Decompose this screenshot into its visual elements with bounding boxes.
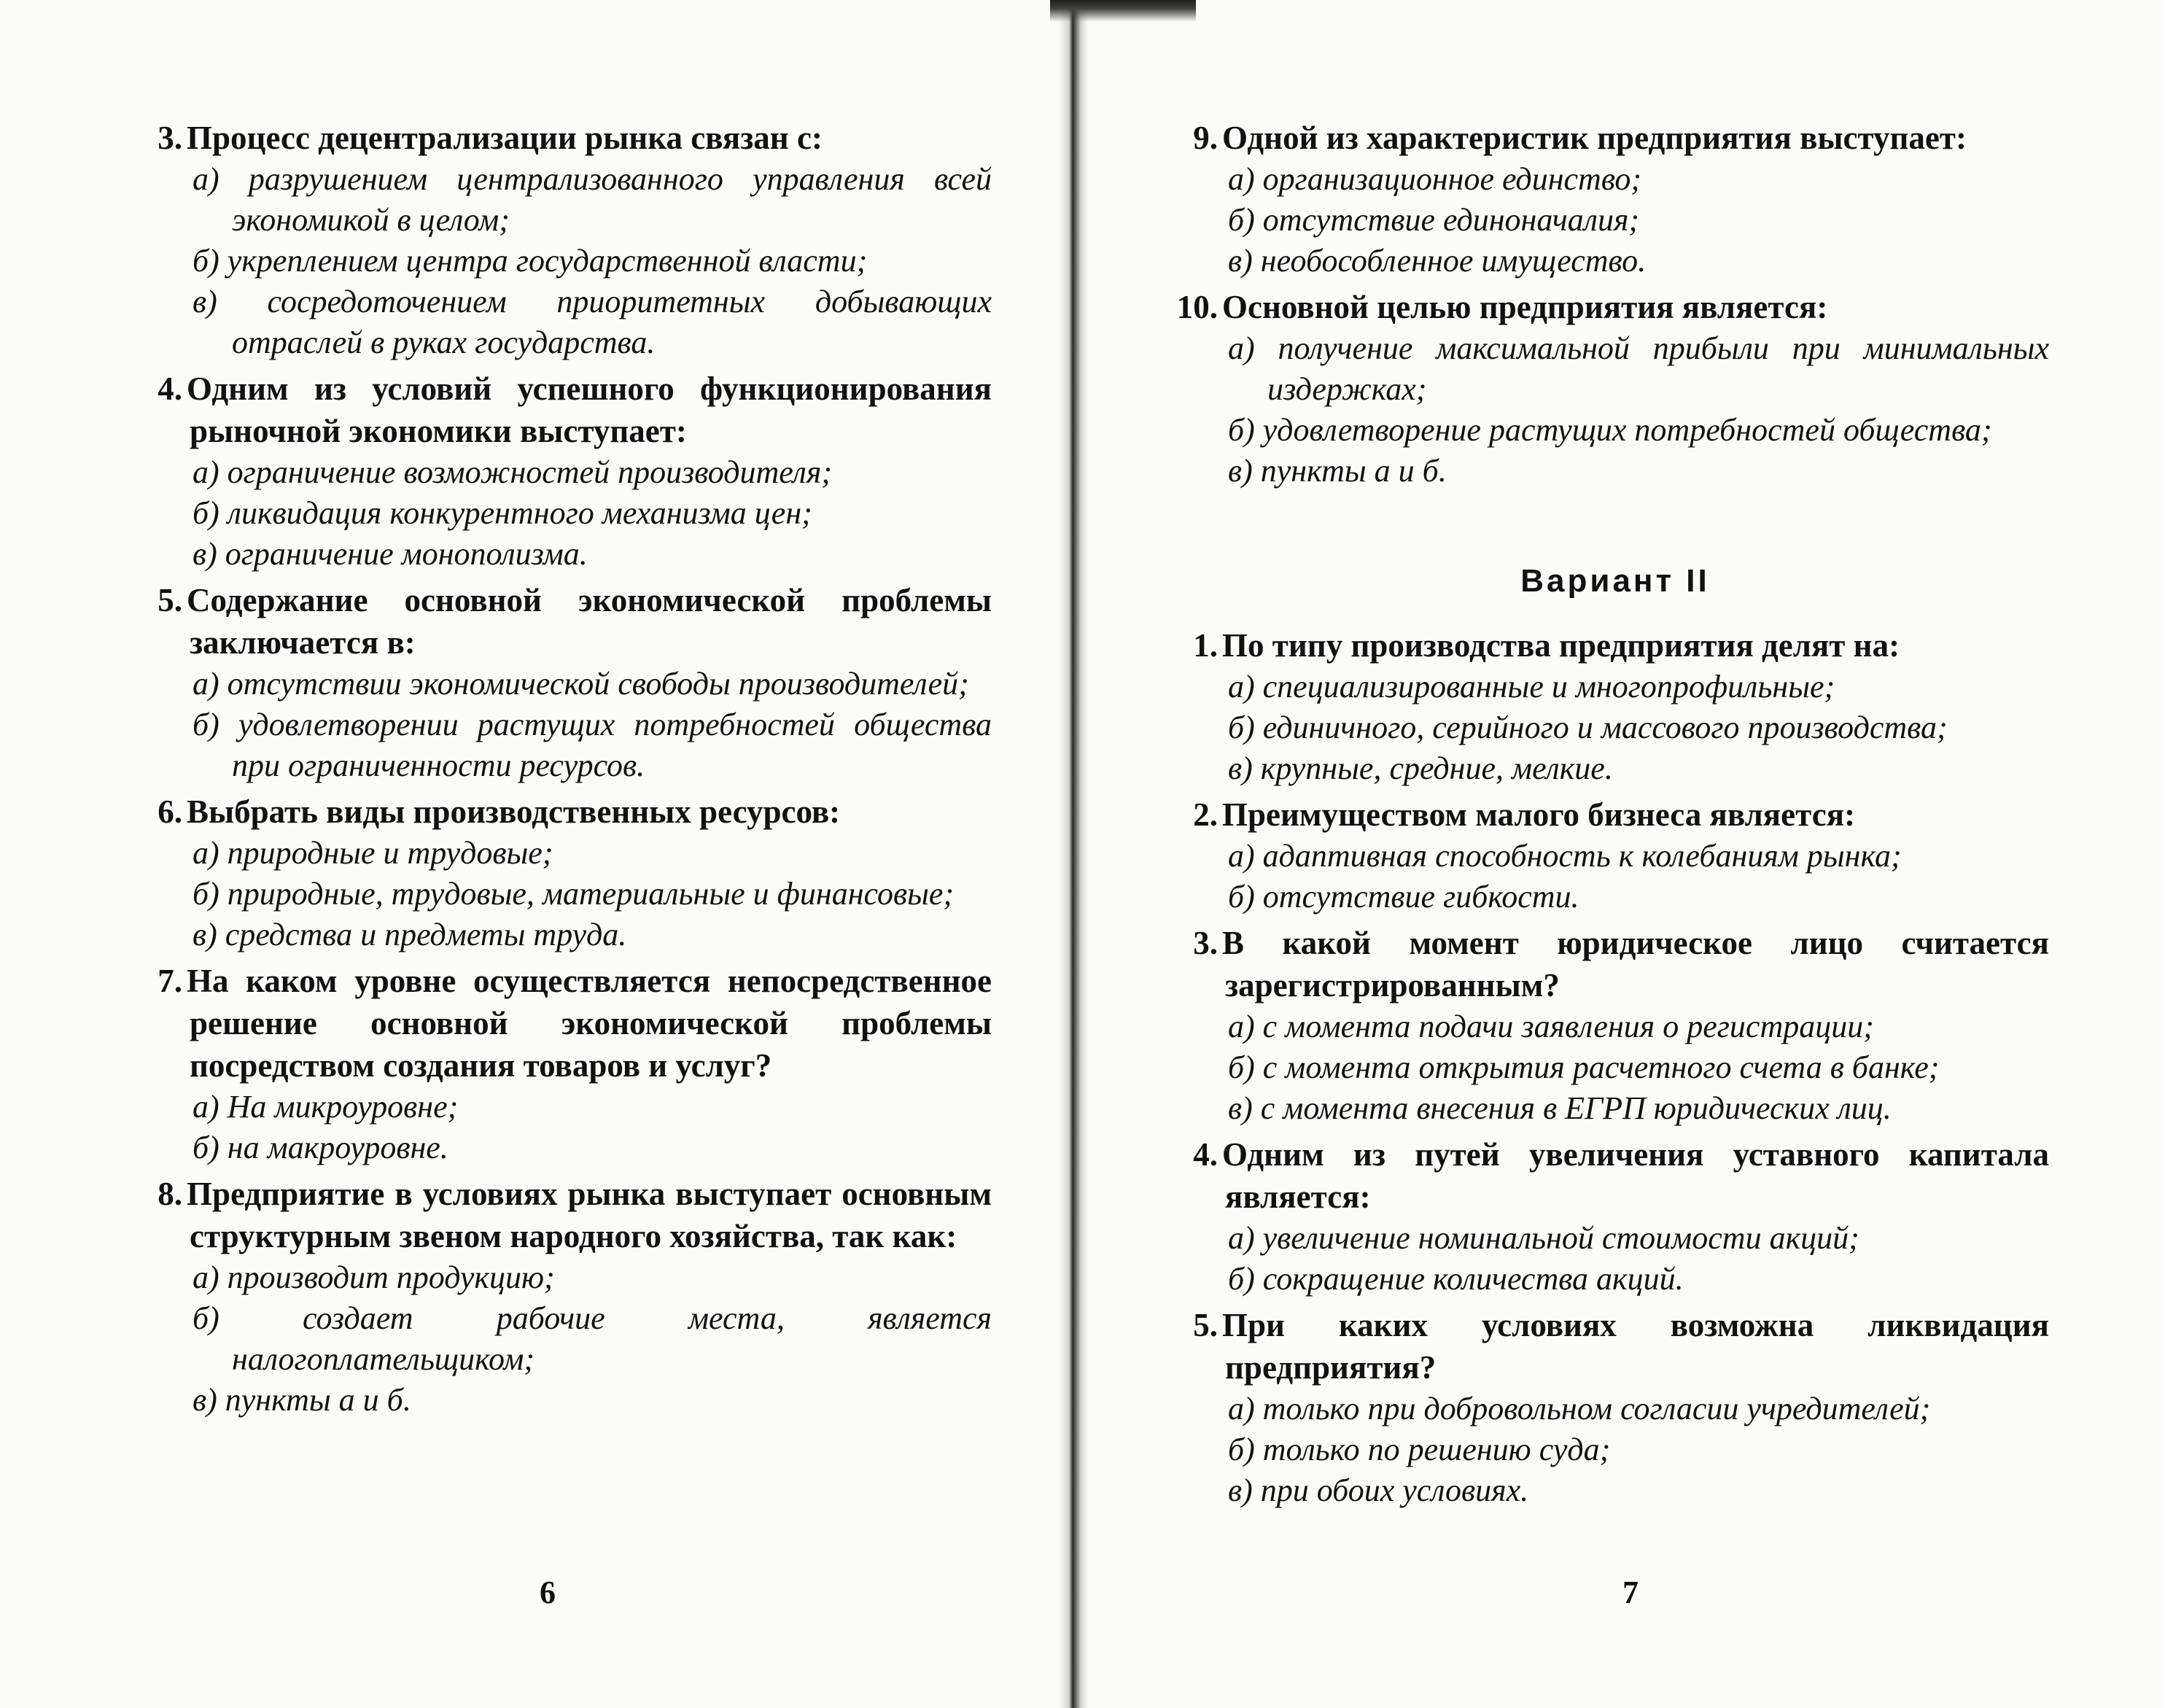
answer-option: а) увеличение номинальной стоимости акций; <box>1228 1220 1859 1256</box>
variant2-question-2 <box>1181 793 2049 917</box>
variant2-question-4 <box>1181 1133 2049 1300</box>
question-5 <box>146 579 992 786</box>
right-page <box>1087 0 2165 1708</box>
page-number: 7 <box>1622 1575 1639 1610</box>
question-7 <box>146 960 992 1168</box>
answer-option: б) отсутствие гибкости. <box>1228 879 1579 915</box>
question-9 <box>1181 117 2049 282</box>
question-text: Основной целью предприятия является: <box>1222 289 1828 325</box>
question-text: На каком уровне осуществляется непосредственное решение основной экономической проблемы посредством создания товаров и услуг? <box>187 963 992 1084</box>
variant2-question-5 <box>1181 1304 2049 1511</box>
answer-option: в) пункты а и б. <box>193 1382 411 1418</box>
answer-option: а) только при добровольном согласии учредителей; <box>1228 1391 1931 1426</box>
question-number: 9. <box>1193 120 1218 156</box>
question-number: 4. <box>1193 1136 1218 1173</box>
question-number: 8. <box>158 1176 182 1212</box>
answer-option: а) отсутствии экономической свободы производителей; <box>193 666 969 702</box>
question-text: Преимуществом малого бизнеса является: <box>1222 796 1856 833</box>
answer-option: б) только по решению суда; <box>1228 1432 1611 1467</box>
variant2-question-1 <box>1181 624 2049 789</box>
answer-option: б) удовлетворении растущих потребностей общества при ограниченности ресурсов. <box>193 707 992 783</box>
answer-option: в) при обоих условиях. <box>1228 1472 1529 1508</box>
question-8 <box>146 1173 992 1421</box>
right-page-content <box>1176 117 2049 1515</box>
question-number: 7. <box>158 963 182 999</box>
answer-option: в) необособленное имущество. <box>1228 243 1647 279</box>
answer-option: б) единичного, серийного и массового производства; <box>1228 710 1948 745</box>
question-text: Предприятие в условиях рынка выступает основным структурным звеном народного хозяйства, так как: <box>187 1176 992 1254</box>
answer-option: в) сосредоточением приоритетных добывающих отраслей в руках государства. <box>193 284 992 360</box>
answer-option: б) отсутствие единоначалия; <box>1228 202 1640 238</box>
question-text: В какой момент юридическое лицо считается зарегистрированным? <box>1222 925 2049 1004</box>
question-number: 3. <box>1193 925 1218 961</box>
answer-option: а) На микроуровне; <box>193 1089 459 1125</box>
answer-option: б) с момента открытия расчетного счета в банке; <box>1228 1049 1940 1085</box>
question-4 <box>146 368 992 575</box>
answer-option: б) сокращение количества акций. <box>1228 1261 1684 1297</box>
question-number: 3. <box>158 120 182 156</box>
question-text: Выбрать виды производственных ресурсов: <box>187 793 841 830</box>
question-text: Одной из характеристик предприятия выступает: <box>1222 120 1967 156</box>
question-text: Содержание основной экономической проблемы заключается в: <box>187 582 992 661</box>
answer-option: а) получение максимальной прибыли при минимальных издержках; <box>1228 330 2049 407</box>
question-text: По типу производства предприятия делят на: <box>1222 627 1900 664</box>
answer-option: а) специализированные и многопрофильные; <box>1228 669 1835 704</box>
question-10 <box>1176 286 2049 492</box>
variant2-question-3 <box>1181 922 2049 1129</box>
question-3 <box>146 117 992 363</box>
question-text: Одним из путей увеличения уставного капитала является: <box>1222 1136 2049 1215</box>
question-number: 5. <box>158 582 182 618</box>
answer-option: б) ликвидация конкурентного механизма цен; <box>193 495 812 531</box>
answer-option: в) ограничение монополизма. <box>193 536 588 572</box>
question-text: Процесс децентрализации рынка связан с: <box>187 120 823 156</box>
answer-option: а) адаптивная способность к колебаниям рынка; <box>1228 838 1902 874</box>
question-number: 10. <box>1176 289 1218 325</box>
left-page-content <box>146 117 992 1425</box>
answer-option: б) на макроуровне. <box>193 1130 448 1165</box>
answer-option: а) организационное единство; <box>1228 161 1641 197</box>
answer-option: в) пункты а и б. <box>1228 453 1447 489</box>
answer-option: б) природные, трудовые, материальные и финансовые; <box>193 876 955 912</box>
answer-option: б) укреплением центра государственной власти; <box>193 243 868 279</box>
answer-option: в) крупные, средние, мелкие. <box>1228 750 1613 786</box>
section-heading: Вариант II <box>1520 563 1710 599</box>
answer-option: а) производит продукцию; <box>193 1259 555 1295</box>
question-number: 2. <box>1193 796 1218 833</box>
answer-option: а) разрушением централизованного управления всей экономикой в целом; <box>193 161 992 238</box>
question-number: 4. <box>158 370 182 407</box>
answer-option: б) создает рабочие места, является налогоплательщиком; <box>193 1300 992 1377</box>
answer-option: в) средства и предметы труда. <box>193 917 627 952</box>
question-number: 5. <box>1193 1307 1218 1343</box>
question-number: 6. <box>158 793 182 830</box>
answer-option: а) ограничение возможностей производителя; <box>193 454 832 490</box>
answer-option: а) с момента подачи заявления о регистрации; <box>1228 1009 1874 1044</box>
question-6 <box>146 791 992 955</box>
page-number: 6 <box>540 1575 556 1610</box>
question-text: Одним из условий успешного функционирования рыночной экономики выступает: <box>187 370 992 449</box>
answer-option: б) удовлетворение растущих потребностей общества; <box>1228 412 1992 448</box>
left-page <box>0 0 1065 1708</box>
answer-option: а) природные и трудовые; <box>193 835 553 871</box>
question-text: При каких условиях возможна ликвидация предприятия? <box>1222 1307 2049 1386</box>
question-number: 1. <box>1193 627 1218 664</box>
answer-option: в) с момента внесения в ЕГРП юридических лиц. <box>1228 1090 1892 1126</box>
